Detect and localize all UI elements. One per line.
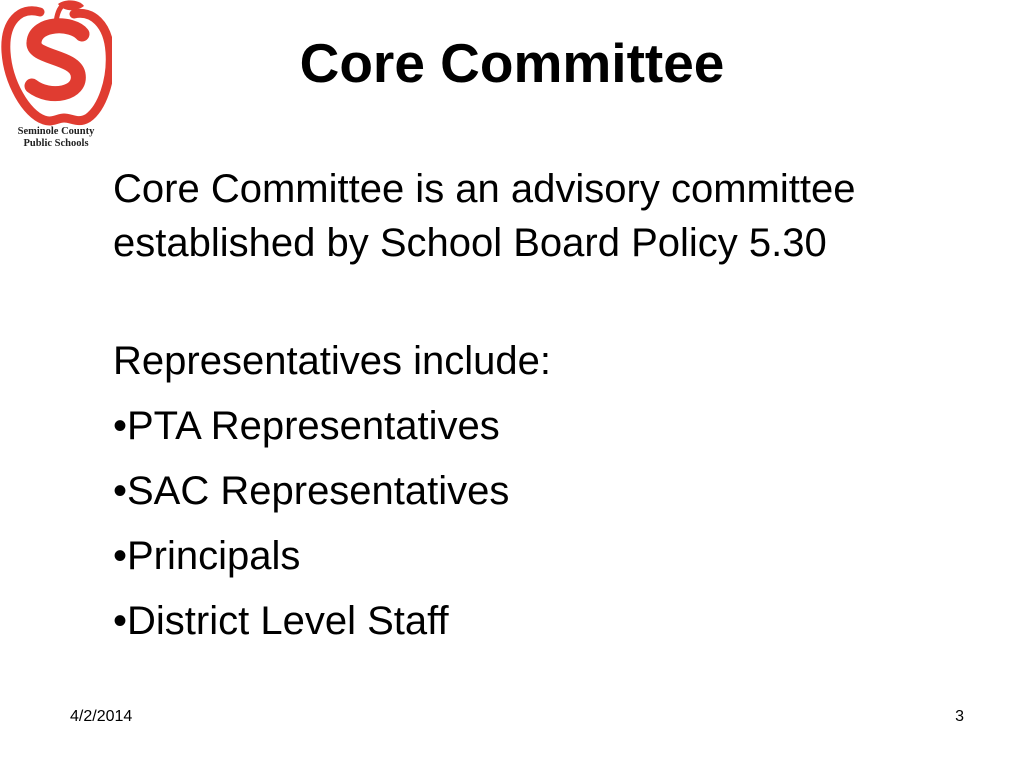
list-item-pta: •PTA Representatives [113,404,500,448]
list-item-principals: •Principals [113,534,301,578]
list-item-district-staff: •District Level Staff [113,599,449,643]
list-item-sac: •SAC Representatives [113,469,510,513]
representatives-list [113,399,993,648]
slide-body [113,162,993,659]
intro-text: Core Committee is an advisory committee established by School Board Policy 5.30 [113,167,856,265]
page-number: 3 [955,708,964,725]
logo-line-1: Seminole County [17,126,95,137]
slide-title: Core Committee [299,32,725,94]
logo-caption [0,126,112,150]
footer-date: 4/2/2014 [70,708,133,725]
representatives-heading: Representatives include: [113,339,552,383]
logo-line-2: Public Schools [23,138,89,149]
